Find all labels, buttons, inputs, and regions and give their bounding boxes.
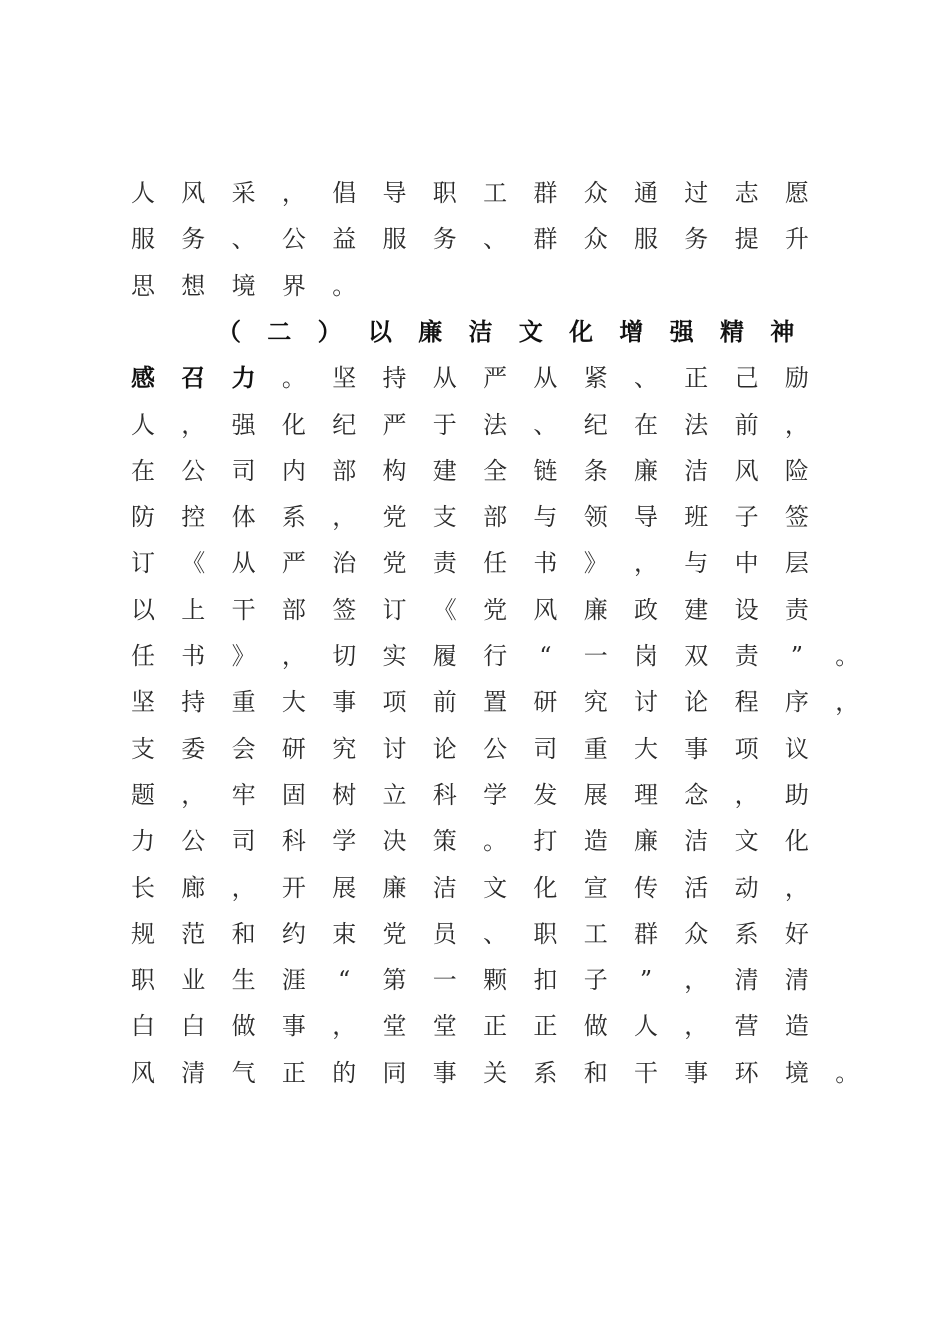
text-glyph: 干 bbox=[231, 595, 256, 624]
text-glyph: 清 bbox=[734, 966, 759, 995]
text-glyph: ， bbox=[332, 503, 357, 532]
text-glyph: ” bbox=[790, 642, 804, 670]
text-glyph: 干 bbox=[634, 1058, 658, 1087]
text-glyph: 学 bbox=[483, 780, 508, 809]
text-glyph: 子 bbox=[583, 966, 608, 995]
text-glyph: 严 bbox=[382, 410, 407, 439]
text-glyph: 力 bbox=[131, 827, 155, 856]
text-glyph: 廉 bbox=[583, 595, 608, 624]
text-glyph: 条 bbox=[583, 456, 608, 485]
text-glyph: 决 bbox=[382, 827, 407, 856]
text-glyph: 从 bbox=[231, 549, 256, 578]
text-glyph: 和 bbox=[583, 1058, 608, 1087]
text-glyph: 廉 bbox=[418, 316, 443, 346]
text-glyph: 风 bbox=[181, 179, 206, 207]
text-glyph: 廊 bbox=[181, 873, 206, 902]
text-glyph: 论 bbox=[432, 734, 457, 763]
text-glyph: 链 bbox=[533, 456, 558, 485]
text-glyph: 的 bbox=[332, 1058, 357, 1087]
text-glyph: 上 bbox=[181, 595, 206, 624]
text-glyph: 堂 bbox=[382, 1012, 407, 1041]
text-glyph: 书 bbox=[533, 549, 558, 578]
text-glyph: 系 bbox=[533, 1058, 558, 1087]
text-glyph: 以 bbox=[367, 316, 392, 346]
text-glyph: 强 bbox=[231, 410, 256, 439]
text-glyph: 长 bbox=[131, 873, 155, 902]
text-glyph: 策 bbox=[432, 827, 457, 856]
text-glyph: 公 bbox=[483, 734, 508, 763]
text-glyph: ， bbox=[784, 410, 809, 439]
text-glyph: 一 bbox=[583, 642, 608, 670]
text-glyph: 志 bbox=[734, 179, 759, 207]
text-glyph: 序 bbox=[784, 688, 809, 717]
text-glyph: 气 bbox=[231, 1058, 256, 1087]
text-glyph: 任 bbox=[131, 642, 155, 670]
text-glyph: 众 bbox=[583, 225, 608, 254]
text-glyph: 励 bbox=[784, 364, 809, 393]
text-glyph: 层 bbox=[784, 549, 809, 578]
text-glyph: 系 bbox=[734, 919, 759, 948]
text-glyph: 支 bbox=[131, 734, 155, 763]
text-glyph: 党 bbox=[483, 595, 508, 624]
text-glyph: 坚 bbox=[131, 688, 155, 717]
text-glyph: 党 bbox=[382, 549, 407, 578]
text-glyph: 约 bbox=[281, 919, 306, 948]
text-glyph: 思 bbox=[131, 271, 155, 300]
text-glyph: ， bbox=[181, 410, 206, 439]
text-glyph: 召 bbox=[181, 363, 206, 393]
text-glyph: 洁 bbox=[684, 456, 709, 485]
text-glyph: 好 bbox=[784, 919, 809, 948]
text-glyph: 体 bbox=[231, 503, 256, 532]
text-glyph: 紧 bbox=[583, 364, 608, 393]
text-glyph: 司 bbox=[231, 456, 256, 485]
text-glyph: 题 bbox=[131, 780, 155, 809]
text-glyph: 化 bbox=[533, 873, 558, 902]
text-glyph: 责 bbox=[734, 642, 759, 670]
text-glyph: 涯 bbox=[281, 966, 306, 995]
text-glyph: ， bbox=[684, 966, 709, 995]
text-glyph: 委 bbox=[181, 734, 206, 763]
text-glyph: 动 bbox=[734, 873, 759, 902]
text-glyph: 通 bbox=[634, 179, 658, 207]
text-glyph: 项 bbox=[382, 688, 407, 717]
text-glyph: 堂 bbox=[432, 1012, 457, 1041]
text-glyph: 化 bbox=[281, 410, 306, 439]
text-glyph: 业 bbox=[181, 966, 206, 995]
text-glyph: 化 bbox=[784, 827, 809, 856]
text-glyph: 服 bbox=[382, 225, 407, 254]
text-glyph: 展 bbox=[332, 873, 357, 902]
text-glyph: 做 bbox=[231, 1012, 256, 1041]
text-glyph: “ bbox=[539, 642, 552, 670]
text-glyph: 展 bbox=[583, 780, 608, 809]
text-glyph: 造 bbox=[784, 1012, 809, 1041]
text-glyph: 提 bbox=[734, 225, 759, 254]
text-glyph: 风 bbox=[533, 595, 558, 624]
text-glyph: 》 bbox=[231, 642, 256, 670]
text-glyph: 在 bbox=[634, 410, 658, 439]
text-glyph: 同 bbox=[382, 1058, 407, 1087]
text-glyph: 置 bbox=[483, 688, 508, 717]
text-glyph: 。 bbox=[835, 642, 860, 670]
text-glyph: ， bbox=[784, 873, 809, 902]
text-glyph: 内 bbox=[281, 456, 306, 485]
text-glyph: ， bbox=[231, 873, 256, 902]
text-glyph: 双 bbox=[684, 642, 709, 670]
text-glyph: 建 bbox=[432, 456, 457, 485]
text-glyph: 公 bbox=[281, 225, 306, 254]
text-glyph: ， bbox=[281, 642, 306, 670]
text-glyph: 活 bbox=[684, 873, 709, 902]
text-glyph: 清 bbox=[181, 1058, 206, 1087]
text-glyph: 众 bbox=[684, 919, 709, 948]
text-glyph: 订 bbox=[382, 595, 407, 624]
text-glyph: 中 bbox=[734, 549, 759, 578]
text-glyph: 营 bbox=[734, 1012, 759, 1041]
text-glyph: 开 bbox=[281, 873, 306, 902]
text-glyph: 束 bbox=[332, 919, 357, 948]
text-glyph: 岗 bbox=[634, 642, 658, 670]
text-glyph: 班 bbox=[684, 503, 709, 532]
text-glyph: 事 bbox=[332, 688, 357, 717]
text-glyph: 职 bbox=[432, 179, 457, 207]
text-glyph: 。 bbox=[281, 364, 306, 393]
text-glyph: 重 bbox=[231, 688, 256, 717]
text-glyph: 洁 bbox=[432, 873, 457, 902]
text-glyph: 责 bbox=[784, 595, 809, 624]
text-glyph: 固 bbox=[281, 780, 306, 809]
text-glyph: 发 bbox=[533, 780, 558, 809]
text-glyph: 工 bbox=[483, 179, 508, 207]
text-glyph: 险 bbox=[784, 456, 809, 485]
text-glyph: 风 bbox=[131, 1058, 155, 1087]
text-glyph: 工 bbox=[583, 919, 608, 948]
text-glyph: 、 bbox=[533, 410, 558, 439]
text-glyph: 科 bbox=[432, 780, 457, 809]
text-glyph: 二 bbox=[267, 316, 292, 346]
text-glyph: 。 bbox=[483, 827, 508, 856]
text-glyph: 务 bbox=[432, 225, 457, 254]
text-glyph: 实 bbox=[382, 642, 407, 670]
text-glyph: 服 bbox=[634, 225, 658, 254]
text-glyph: 科 bbox=[281, 827, 306, 856]
text-glyph: 洁 bbox=[684, 827, 709, 856]
text-glyph: 职 bbox=[533, 919, 558, 948]
text-glyph: 正 bbox=[684, 364, 709, 393]
text-glyph: 持 bbox=[382, 364, 407, 393]
text-glyph: 牢 bbox=[231, 780, 256, 809]
text-glyph: 人 bbox=[634, 1012, 658, 1041]
text-glyph: 和 bbox=[231, 919, 256, 948]
text-glyph: 纪 bbox=[583, 410, 608, 439]
text-glyph: 会 bbox=[231, 734, 256, 763]
text-glyph: 究 bbox=[332, 734, 357, 763]
text-glyph: 、 bbox=[231, 225, 256, 254]
text-glyph: 重 bbox=[583, 734, 608, 763]
text-glyph: 正 bbox=[483, 1012, 508, 1041]
text-glyph: 一 bbox=[432, 966, 457, 995]
text-glyph: 升 bbox=[784, 225, 809, 254]
text-glyph: 神 bbox=[770, 316, 795, 346]
text-glyph: 法 bbox=[483, 410, 508, 439]
text-glyph: 《 bbox=[181, 549, 206, 578]
text-glyph: ， bbox=[835, 688, 860, 717]
text-glyph: 事 bbox=[281, 1012, 306, 1041]
text-glyph: 职 bbox=[131, 966, 155, 995]
text-glyph: 境 bbox=[784, 1058, 809, 1087]
text-glyph: 白 bbox=[181, 1012, 206, 1041]
text-glyph: 务 bbox=[181, 225, 206, 254]
text-glyph: 正 bbox=[533, 1012, 558, 1041]
text-glyph: 书 bbox=[181, 642, 206, 670]
text-glyph: 坚 bbox=[332, 364, 357, 393]
text-glyph: 风 bbox=[734, 456, 759, 485]
text-glyph: 理 bbox=[634, 780, 658, 809]
text-glyph: ， bbox=[734, 780, 759, 809]
text-glyph: 文 bbox=[483, 873, 508, 902]
text-glyph: （ bbox=[217, 316, 241, 346]
text-glyph: 构 bbox=[382, 456, 407, 485]
text-glyph: 学 bbox=[332, 827, 357, 856]
text-glyph: 于 bbox=[432, 410, 457, 439]
text-glyph: ” bbox=[639, 966, 653, 995]
text-glyph: 做 bbox=[583, 1012, 608, 1041]
text-glyph: 部 bbox=[483, 503, 508, 532]
text-glyph: 讨 bbox=[634, 688, 658, 717]
text-glyph: 群 bbox=[533, 179, 558, 207]
text-glyph: ， bbox=[281, 179, 306, 207]
text-glyph: 文 bbox=[734, 827, 759, 856]
text-glyph: 党 bbox=[382, 503, 407, 532]
text-glyph: 大 bbox=[281, 688, 306, 717]
text-glyph: 造 bbox=[583, 827, 608, 856]
text-glyph: 从 bbox=[533, 364, 558, 393]
text-glyph: 颗 bbox=[483, 966, 508, 995]
text-glyph: 人 bbox=[131, 179, 155, 207]
text-glyph: 公 bbox=[181, 827, 206, 856]
text-glyph: 关 bbox=[483, 1058, 508, 1087]
text-glyph: 事 bbox=[432, 1058, 457, 1087]
text-glyph: 众 bbox=[583, 179, 608, 207]
text-glyph: 责 bbox=[432, 549, 457, 578]
text-glyph: 从 bbox=[432, 364, 457, 393]
text-glyph: 务 bbox=[684, 225, 709, 254]
text-glyph: 议 bbox=[784, 734, 809, 763]
text-glyph: 第 bbox=[382, 966, 407, 995]
text-glyph: 洁 bbox=[468, 316, 493, 346]
text-glyph: 打 bbox=[533, 827, 558, 856]
text-glyph: 、 bbox=[483, 919, 508, 948]
text-glyph: 员 bbox=[432, 919, 457, 948]
text-glyph: 、 bbox=[634, 364, 658, 393]
text-glyph: 化 bbox=[569, 316, 594, 346]
text-glyph: 任 bbox=[483, 549, 508, 578]
text-glyph: 党 bbox=[382, 919, 407, 948]
text-glyph: 防 bbox=[131, 503, 155, 532]
text-glyph: 》 bbox=[583, 549, 608, 578]
text-glyph: 力 bbox=[231, 363, 256, 393]
text-glyph: 愿 bbox=[784, 179, 809, 207]
text-glyph: 服 bbox=[131, 225, 155, 254]
text-glyph: 支 bbox=[432, 503, 457, 532]
text-glyph: 部 bbox=[281, 595, 306, 624]
text-glyph: 己 bbox=[734, 364, 759, 393]
text-glyph: 领 bbox=[583, 503, 608, 532]
text-glyph: 想 bbox=[181, 271, 206, 300]
text-glyph: 究 bbox=[583, 688, 608, 717]
text-glyph: 设 bbox=[734, 595, 759, 624]
text-glyph: 控 bbox=[181, 503, 206, 532]
text-glyph: 大 bbox=[634, 734, 658, 763]
text-glyph: 司 bbox=[231, 827, 256, 856]
text-glyph: 群 bbox=[533, 225, 558, 254]
text-glyph: 强 bbox=[669, 316, 694, 346]
text-glyph: 以 bbox=[131, 595, 155, 624]
text-glyph: 政 bbox=[634, 595, 658, 624]
text-glyph: 人 bbox=[131, 410, 155, 439]
text-glyph: 程 bbox=[734, 688, 759, 717]
text-glyph: 感 bbox=[131, 363, 155, 393]
text-glyph: 廉 bbox=[634, 827, 658, 856]
text-glyph: 讨 bbox=[382, 734, 407, 763]
text-glyph: 廉 bbox=[634, 456, 658, 485]
text-glyph: 公 bbox=[181, 456, 206, 485]
text-glyph: ， bbox=[684, 1012, 709, 1041]
text-glyph: 订 bbox=[131, 549, 155, 578]
text-glyph: 导 bbox=[382, 179, 407, 207]
text-glyph: 治 bbox=[332, 549, 357, 578]
text-glyph: “ bbox=[338, 966, 351, 995]
text-glyph: 传 bbox=[634, 873, 658, 902]
text-glyph: 范 bbox=[181, 919, 206, 948]
text-glyph: 建 bbox=[684, 595, 709, 624]
text-glyph: 部 bbox=[332, 456, 357, 485]
text-glyph: 清 bbox=[784, 966, 809, 995]
text-glyph: 事 bbox=[684, 1058, 709, 1087]
text-glyph: 签 bbox=[784, 503, 809, 532]
text-glyph: 与 bbox=[684, 549, 709, 578]
text-glyph: ， bbox=[332, 1012, 357, 1041]
text-glyph: 项 bbox=[734, 734, 759, 763]
text-glyph: 白 bbox=[131, 1012, 155, 1041]
text-glyph: 规 bbox=[131, 919, 155, 948]
text-glyph: 宣 bbox=[583, 873, 608, 902]
text-glyph: 前 bbox=[432, 688, 457, 717]
text-glyph: 纪 bbox=[332, 410, 357, 439]
text-glyph: 研 bbox=[533, 688, 558, 717]
text-glyph: 切 bbox=[332, 642, 357, 670]
text-glyph: 界 bbox=[281, 271, 306, 300]
text-glyph: ， bbox=[181, 780, 206, 809]
text-glyph: ） bbox=[317, 316, 342, 346]
text-glyph: 事 bbox=[684, 734, 709, 763]
text-glyph: 与 bbox=[533, 503, 558, 532]
text-glyph: 念 bbox=[684, 780, 709, 809]
text-glyph: 严 bbox=[281, 549, 306, 578]
text-glyph: 前 bbox=[734, 410, 759, 439]
text-glyph: 、 bbox=[483, 225, 508, 254]
text-glyph: 签 bbox=[332, 595, 357, 624]
text-glyph: 导 bbox=[634, 503, 658, 532]
text-glyph: 精 bbox=[720, 316, 744, 346]
text-glyph: 增 bbox=[619, 316, 644, 346]
text-glyph: 系 bbox=[281, 503, 306, 532]
text-glyph: 过 bbox=[684, 179, 709, 207]
text-glyph: 严 bbox=[483, 364, 508, 393]
text-glyph: 论 bbox=[684, 688, 709, 717]
text-glyph: 全 bbox=[483, 456, 508, 485]
text-glyph: 助 bbox=[784, 780, 809, 809]
text-glyph: 研 bbox=[281, 734, 306, 763]
text-glyph: 立 bbox=[382, 780, 407, 809]
text-glyph: 廉 bbox=[382, 873, 407, 902]
text-glyph: 生 bbox=[231, 966, 256, 995]
text-glyph: 履 bbox=[432, 642, 457, 670]
text-glyph: 正 bbox=[281, 1058, 306, 1087]
text-glyph: 子 bbox=[734, 503, 759, 532]
text-glyph: 行 bbox=[483, 642, 508, 670]
text-glyph: 持 bbox=[181, 688, 206, 717]
text-glyph: 倡 bbox=[332, 179, 357, 207]
text-glyph: 扣 bbox=[533, 966, 558, 995]
text-glyph: 环 bbox=[734, 1058, 759, 1087]
text-glyph: 在 bbox=[131, 456, 155, 485]
text-glyph: ， bbox=[634, 549, 658, 578]
text-glyph: 《 bbox=[432, 595, 457, 624]
text-glyph: 采 bbox=[231, 179, 256, 207]
text-glyph: 文 bbox=[518, 316, 543, 346]
text-glyph: 。 bbox=[835, 1058, 860, 1087]
text-glyph: 群 bbox=[634, 919, 658, 948]
text-glyph: 。 bbox=[332, 271, 357, 300]
text-glyph: 益 bbox=[332, 225, 357, 254]
text-glyph: 司 bbox=[533, 734, 558, 763]
text-glyph: 树 bbox=[332, 780, 357, 809]
text-glyph: 境 bbox=[231, 271, 256, 300]
text-glyph: 法 bbox=[684, 410, 709, 439]
